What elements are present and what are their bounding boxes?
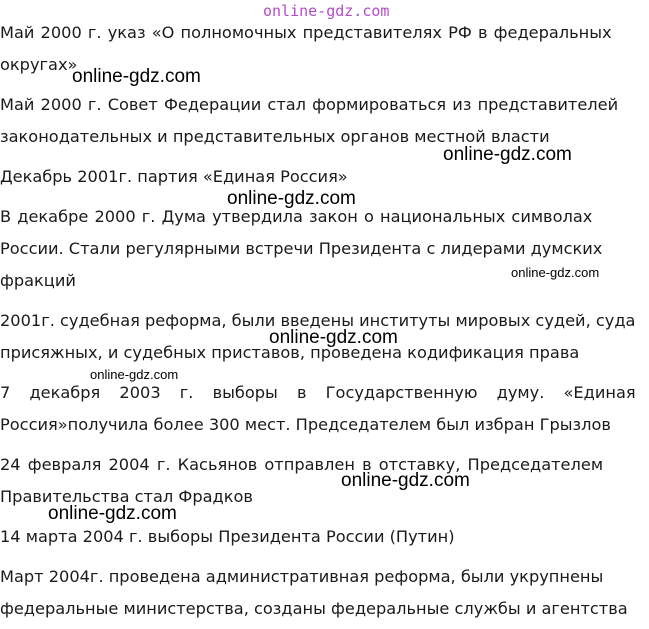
watermark: online-gdz.com — [227, 188, 356, 209]
text-line: 7 декабря 2003 г. выборы в Государственную думу. «Единая — [0, 383, 636, 402]
text-line: Май 2000 г. Совет Федерации стал формироваться из представителей — [0, 95, 619, 114]
text-line: Март 2004г. проведена административная реформа, были укрупнены — [0, 567, 604, 586]
text-line: федеральные министерства, созданы федеральные службы и агентства — [0, 599, 628, 618]
text-line: 2001г. судебная реформа, были введены институты мировых судей, суда — [0, 311, 636, 330]
text-line: России. Стали регулярными встречи Президента с лидерами думских — [0, 239, 603, 258]
text-line: Декабрь 2001г. партия «Единая Россия» — [0, 167, 348, 186]
text-line: В декабре 2000 г. Дума утвердила закон о национальных символах — [0, 207, 593, 226]
watermark: online-gdz.com — [269, 327, 398, 348]
text-line: фракций — [0, 271, 76, 290]
text-line: округах» — [0, 55, 78, 74]
text-line: 24 февраля 2004 г. Касьянов отправлен в отставку, Председателем — [0, 455, 604, 474]
text-line: 14 марта 2004 г. выборы Президента России (Путин) — [0, 527, 455, 546]
text-line: Россия»получила более 300 мест. Председателем был избран Грызлов — [0, 415, 611, 434]
watermark: online-gdz.com — [263, 2, 390, 20]
text-line: законодательных и представительных органов местной власти — [0, 127, 550, 146]
watermark: online-gdz.com — [341, 470, 470, 491]
text-line: присяжных, и судебных приставов, проведена кодификация права — [0, 343, 580, 362]
watermark: online-gdz.com — [511, 265, 600, 280]
watermark: online-gdz.com — [90, 367, 179, 382]
text-line: Правительства стал Фрадков — [0, 487, 253, 506]
watermark: online-gdz.com — [443, 144, 572, 165]
watermark: online-gdz.com — [48, 503, 177, 524]
text-line: Май 2000 г. указ «О полномочных представителях РФ в федеральных — [0, 23, 612, 42]
watermark: online-gdz.com — [72, 66, 201, 87]
